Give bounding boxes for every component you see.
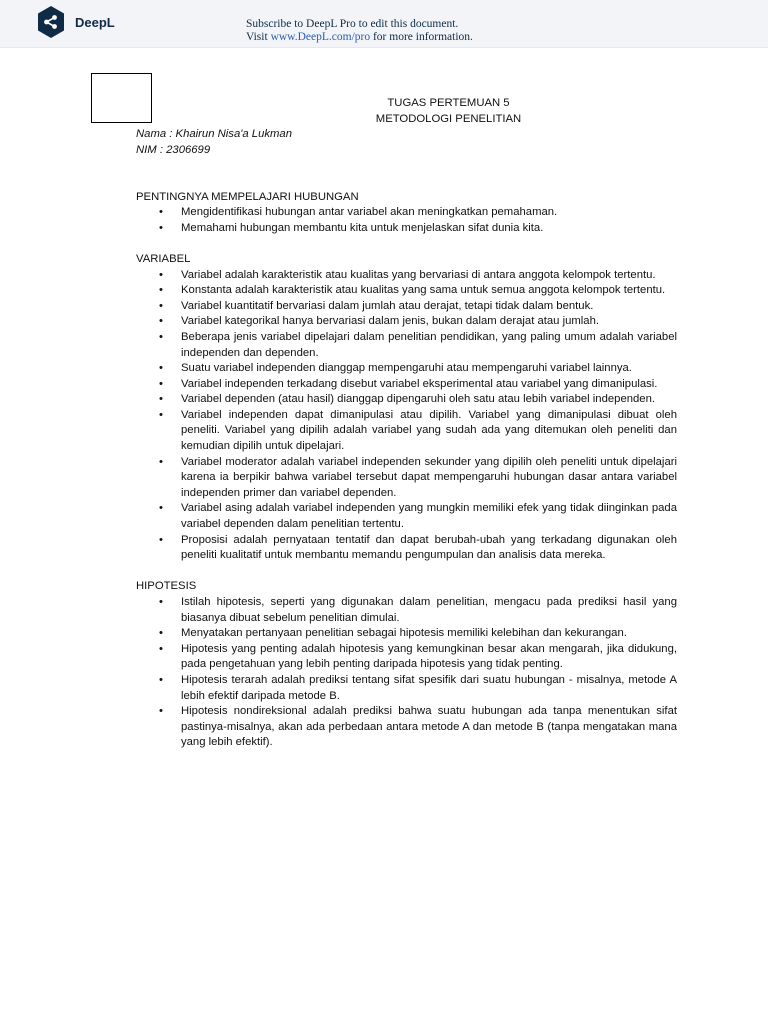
promo-prefix: Visit: [246, 31, 271, 43]
student-nim: NIM : 2306699: [136, 143, 211, 156]
list-item: • Istilah hipotesis, seperti yang digunakan dalam penelitian, mengacu pada prediksi hasil yang biasanya dibuat sebelum penelitian dimulai.: [136, 595, 677, 626]
deepl-banner: [0, 0, 768, 48]
deepl-logo-text: DeepL: [75, 14, 115, 30]
section-heading: VARIABEL: [136, 252, 191, 265]
deepl-logo-icon: [34, 5, 68, 39]
list-item: • Variabel independen dapat dimanipulasi atau dipilih. Variabel yang dimanipulasi dibuat oleh peneliti. Variabel yang dipilih adalah variabel yang sudah ada yang ditemukan oleh peneliti dan kemudian dipilih untuk dipelajari.: [136, 408, 677, 455]
list-item: • Variabel kuantitatif bervariasi dalam jumlah atau derajat, tetapi tidak dalam bentuk.: [136, 299, 677, 315]
document-title-2: METODOLOGI PENELITIAN: [375, 112, 522, 125]
student-name: Nama : Khairun Nisa'a Lukman: [136, 128, 292, 141]
list-item: • Variabel kategorikal hanya bervariasi dalam jenis, bukan dalam derajat atau jumlah.: [136, 314, 677, 330]
list-item: • Konstanta adalah karakteristik atau kualitas yang sama untuk semua anggota kelompok tertentu.: [136, 283, 677, 299]
list-item: • Variabel asing adalah variabel independen yang mungkin memiliki efek yang tidak diinginkan pada variabel dependen dalam penelitian tertentu.: [136, 501, 677, 532]
list-item: • Variabel moderator adalah variabel independen sekunder yang dipilih oleh peneliti untuk dipelajari karena ia berpikir bahwa variabel tersebut dapat mempengaruhi hubungan dasar antara variabel independen primer dan variabel dependen.: [136, 455, 677, 502]
bullet-list: [136, 205, 677, 236]
bullet-list: [136, 268, 677, 564]
section-heading: HIPOTESIS: [136, 580, 197, 593]
deepl-pro-link[interactable]: www.DeepL.com/pro: [270, 31, 371, 43]
list-item: • Proposisi adalah pernyataan tentatif dan dapat berubah-ubah yang terkadang digunakan oleh peneliti kualitatif untuk membantu memandu pengumpulan dan analisis data mereka.: [136, 533, 677, 564]
list-item: • Suatu variabel independen dianggap mempengaruhi atau mempengaruhi variabel lainnya.: [136, 361, 677, 377]
document-title-1: TUGAS PERTEMUAN 5: [387, 97, 510, 109]
document-body: [136, 96, 677, 751]
list-item: • Variabel adalah karakteristik atau kualitas yang bervariasi di antara anggota kelompok tertentu.: [136, 268, 677, 284]
list-item: • Hipotesis yang penting adalah hipotesis yang kemungkinan besar akan mengarah, jika didukung, pada pengetahuan yang lebih penting daripada hipotesis yang tidak penting.: [136, 642, 677, 673]
list-item: • Hipotesis terarah adalah prediksi tentang sifat spesifik dari suatu hubungan - misalnya, metode A lebih efektif daripada metode B.: [136, 673, 677, 704]
list-item: • Hipotesis nondireksional adalah prediksi bahwa suatu hubungan ada tanpa menentukan sifat pastinya-misalnya, akan ada perbedaan antara metode A dan metode B (tanpa mengatakan mana yang lebih efektif).: [136, 704, 677, 751]
list-item: • Variabel independen terkadang disebut variabel eksperimental atau variabel yang dimanipulasi.: [136, 377, 677, 393]
list-item: • Menyatakan pertanyaan penelitian sebagai hipotesis memiliki kelebihan dan kekurangan.: [136, 626, 677, 642]
promo-text: [246, 18, 473, 44]
list-item: • Mengidentifikasi hubungan antar variabel akan meningkatkan pemahaman.: [136, 205, 677, 221]
promo-line-1: Subscribe to DeepL Pro to edit this document.: [246, 18, 459, 30]
list-item: • Variabel dependen (atau hasil) dianggap dipengaruhi oleh satu atau lebih variabel independen.: [136, 392, 677, 408]
list-item: • Beberapa jenis variabel dipelajari dalam penelitian pendidikan, yang paling umum adalah variabel independen dan dependen.: [136, 330, 677, 361]
promo-suffix: for more information.: [370, 31, 473, 43]
deepl-logo[interactable]: [34, 4, 115, 40]
list-item: • Memahami hubungan membantu kita untuk menjelaskan sifat dunia kita.: [136, 221, 677, 237]
bullet-list: [136, 595, 677, 751]
section-heading: PENTINGNYA MEMPELAJARI HUBUNGAN: [136, 190, 359, 203]
promo-line-2: [246, 31, 473, 44]
